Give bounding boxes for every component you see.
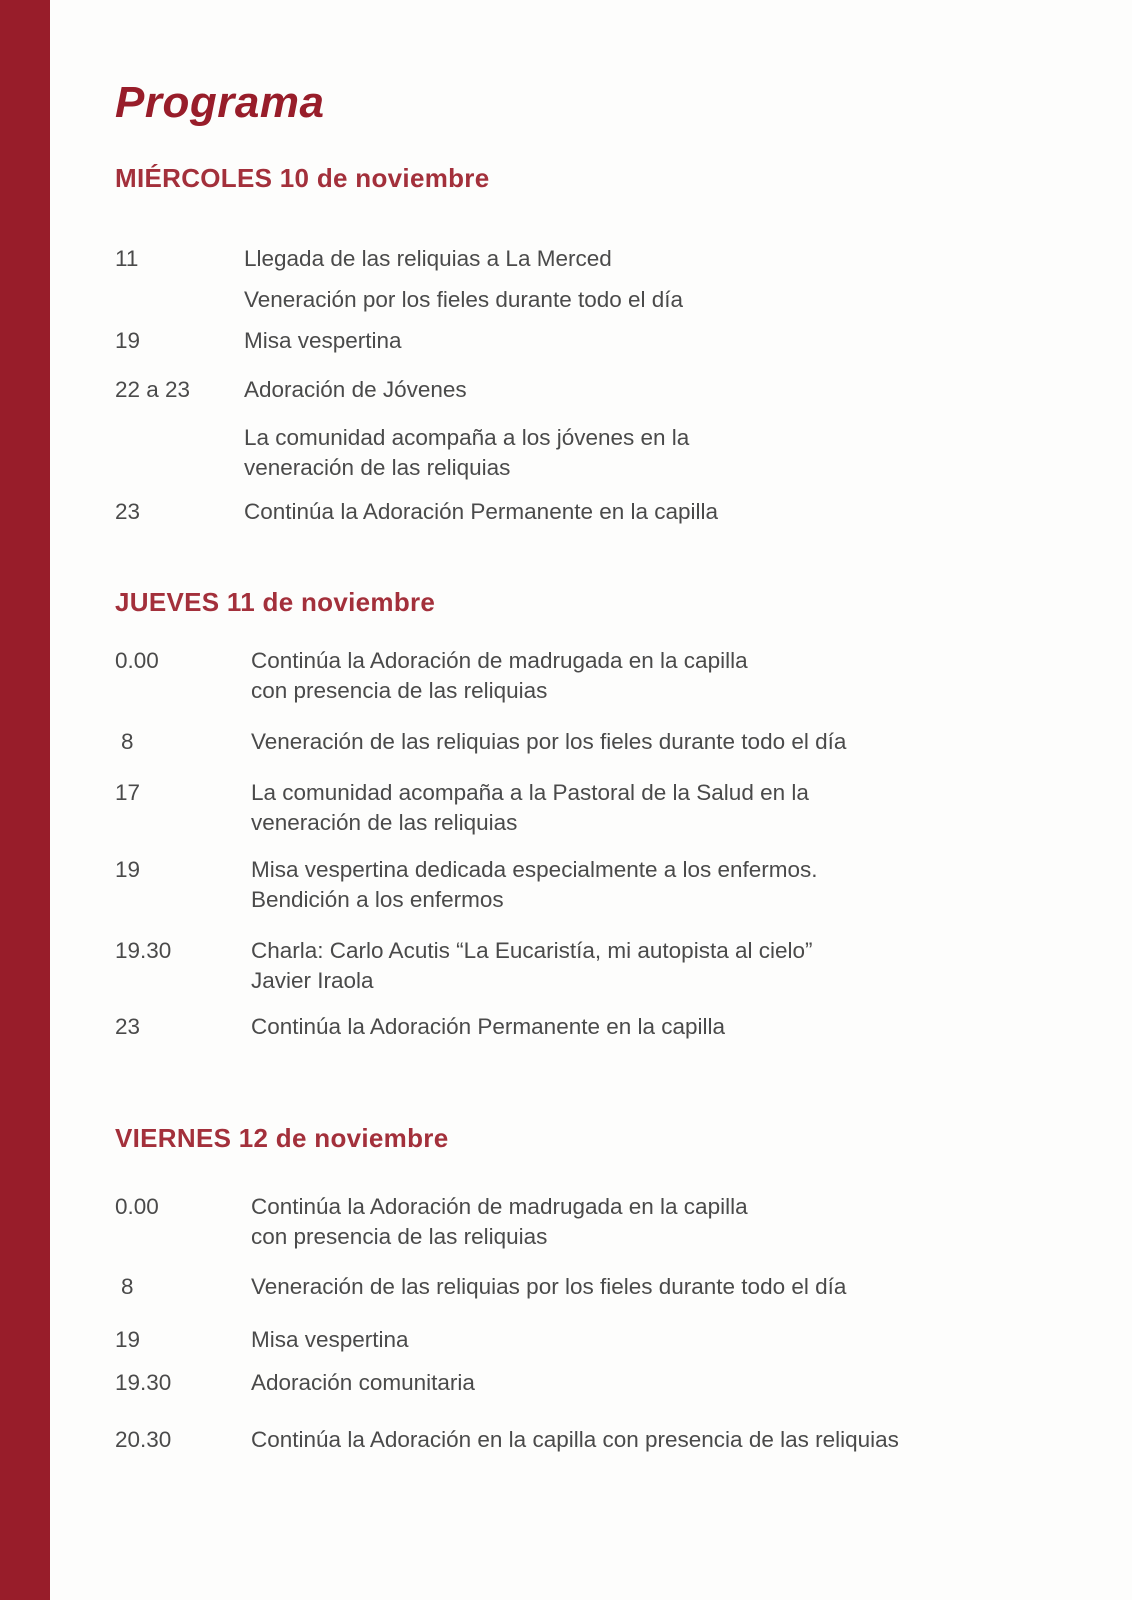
event-line: Veneración por los fieles durante todo el día (244, 287, 684, 312)
event-time: 0.00 (115, 1194, 159, 1219)
event-description (251, 727, 846, 757)
day-heading-wednesday: MIÉRCOLES 10 de noviembre (115, 163, 490, 193)
event-line: Charla: Carlo Acutis “La Eucaristía, mi autopista al cielo” (251, 938, 813, 963)
event-time: 8 (121, 1274, 134, 1299)
event-time: 19.30 (115, 1370, 172, 1395)
event-line: Misa vespertina dedicada especialmente a los enfermos. (251, 857, 818, 882)
event-line: Continúa la Adoración de madrugada en la capilla (251, 648, 748, 673)
event-description (244, 326, 402, 356)
event-description (244, 244, 612, 274)
event-description (251, 778, 809, 838)
event-description (251, 1425, 899, 1455)
event-time: 19 (115, 328, 141, 353)
event-time: 17 (115, 780, 141, 805)
event-description (244, 423, 689, 483)
event-time: 0.00 (115, 648, 159, 673)
event-time: 19.30 (115, 938, 172, 963)
event-time: 19 (115, 1327, 141, 1352)
event-line: Veneración de las reliquias por los fieles durante todo el día (251, 729, 847, 754)
event-line: Adoración de Jóvenes (244, 377, 467, 402)
event-line: Adoración comunitaria (251, 1370, 475, 1395)
event-description (244, 285, 683, 315)
event-line: Javier Iraola (251, 968, 374, 993)
event-time: 19 (115, 857, 141, 882)
event-time: 23 (115, 499, 141, 524)
event-line: Misa vespertina (251, 1327, 409, 1352)
event-description (251, 855, 818, 915)
event-line: veneración de las reliquias (251, 810, 518, 835)
event-line: Continúa la Adoración en la capilla con presencia de las reliquias (251, 1427, 899, 1452)
event-line: Continúa la Adoración Permanente en la capilla (251, 1014, 726, 1039)
event-line: Continúa la Adoración de madrugada en la capilla (251, 1194, 748, 1219)
event-time: 20.30 (115, 1427, 172, 1452)
event-time: 22 a 23 (115, 377, 191, 402)
day-heading-friday: VIERNES 12 de noviembre (115, 1123, 449, 1153)
page-title: Programa (115, 78, 325, 127)
event-time: 8 (121, 729, 134, 754)
event-line: Veneración de las reliquias por los fieles durante todo el día (251, 1274, 847, 1299)
event-line: La comunidad acompaña a los jóvenes en la (244, 425, 690, 450)
event-line: Llegada de las reliquias a La Merced (244, 246, 612, 271)
event-description (251, 1272, 846, 1302)
event-description (251, 1368, 475, 1398)
event-time: 11 (115, 246, 139, 271)
event-description (251, 646, 748, 706)
event-description (251, 1325, 409, 1355)
event-line: Misa vespertina (244, 328, 402, 353)
event-description (244, 375, 467, 405)
event-time: 23 (115, 1014, 141, 1039)
side-accent-bar (0, 0, 50, 1600)
event-line: con presencia de las reliquias (251, 678, 548, 703)
event-line: Continúa la Adoración Permanente en la capilla (244, 499, 719, 524)
event-description (244, 497, 718, 527)
event-description (251, 1012, 725, 1042)
event-line: Bendición a los enfermos (251, 887, 504, 912)
event-description (251, 936, 813, 996)
day-heading-thursday: JUEVES 11 de noviembre (115, 587, 436, 617)
event-line: veneración de las reliquias (244, 455, 511, 480)
event-line: La comunidad acompaña a la Pastoral de la Salud en la (251, 780, 809, 805)
event-line: con presencia de las reliquias (251, 1224, 548, 1249)
event-description (251, 1192, 748, 1252)
